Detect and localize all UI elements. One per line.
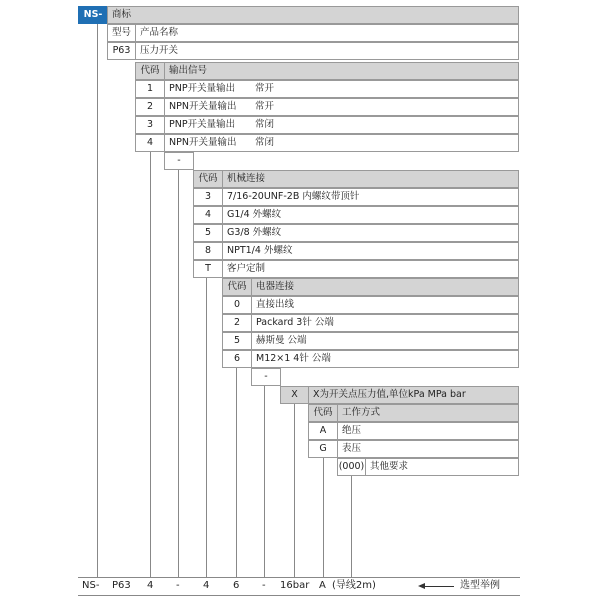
electrical-item-code: 5 (222, 332, 252, 350)
connector-line-sep1 (178, 166, 179, 577)
output-item-text (164, 116, 519, 134)
output-item-code: 3 (135, 116, 165, 134)
output-item-code: 1 (135, 80, 165, 98)
mechanical-item-code: 8 (193, 242, 223, 260)
electrical-item-code: 2 (222, 314, 252, 332)
electrical-code-header: 代码 (222, 278, 252, 296)
example-setpoint: 16bar (280, 580, 310, 591)
model-code: P63 (107, 42, 136, 60)
output-item-text (164, 98, 519, 116)
mechanical-item-text: 客户定制 (222, 260, 519, 278)
brand-code: NS- (78, 6, 108, 24)
mechanical-item-text: G1/4 外螺纹 (222, 206, 519, 224)
connector-line-sep2 (264, 382, 265, 577)
electrical-item-text: Packard 3针 公端 (251, 314, 519, 332)
electrical-item-code: 6 (222, 350, 252, 368)
mechanical-code-header: 代码 (193, 170, 223, 188)
workmode-code-header: 代码 (308, 404, 338, 422)
mechanical-item-text: NPT1/4 外螺纹 (222, 242, 519, 260)
separator-dash: - (251, 368, 281, 386)
example-model: P63 (112, 580, 131, 591)
electrical-title: 电器连接 (251, 278, 519, 296)
output-item-mode: 常开 (255, 101, 275, 112)
brand-label: 商标 (107, 6, 519, 24)
mechanical-item-code: 3 (193, 188, 223, 206)
model-name: 压力开关 (135, 42, 519, 60)
electrical-item-text: 赫斯曼 公端 (251, 332, 519, 350)
workmode-item-code: (000) (337, 458, 366, 476)
connector-line-setpoint (294, 400, 295, 577)
workmode-title: 工作方式 (337, 404, 519, 422)
connector-line-output (150, 78, 151, 577)
mechanical-item-code: T (193, 260, 223, 278)
mechanical-item-code: 4 (193, 206, 223, 224)
mechanical-item-text: G3/8 外螺纹 (222, 224, 519, 242)
example-cable: (导线2m) (332, 580, 376, 591)
electrical-item-text: 直接出线 (251, 296, 519, 314)
example-electrical: 6 (233, 580, 240, 591)
example-label: 选型举例 (460, 580, 500, 591)
output-title: 输出信号 (164, 62, 519, 80)
electrical-item-text: M12×1 4针 公端 (251, 350, 519, 368)
example-output: 4 (147, 580, 154, 591)
example-dash: - (262, 580, 266, 591)
workmode-item-code: A (308, 422, 338, 440)
example-mechanical: 4 (203, 580, 210, 591)
output-code-header: 代码 (135, 62, 165, 80)
workmode-item-text: 表压 (337, 440, 519, 458)
output-item-signal: NPN开关量输出 (169, 101, 237, 112)
workmode-item-text: 绝压 (337, 422, 519, 440)
mechanical-item-code: 5 (193, 224, 223, 242)
model-code-header: 型号 (107, 24, 136, 42)
output-item-code: 4 (135, 134, 165, 152)
workmode-item-code: G (308, 440, 338, 458)
output-item-mode: 常开 (255, 83, 275, 94)
arrow-left-icon (424, 586, 454, 587)
workmode-item-text: 其他要求 (365, 458, 519, 476)
model-name-header: 产品名称 (135, 24, 519, 42)
electrical-item-code: 0 (222, 296, 252, 314)
output-item-text (164, 80, 519, 98)
setpoint-code: X (280, 386, 309, 404)
output-item-signal: NPN开关量输出 (169, 137, 237, 148)
output-item-code: 2 (135, 98, 165, 116)
output-item-signal: PNP开关量输出 (169, 119, 236, 130)
mechanical-title: 机械连接 (222, 170, 519, 188)
example-workmode: A (319, 580, 326, 591)
connector-line-model (97, 24, 98, 577)
example-dash: - (176, 580, 180, 591)
example-brand: NS- (82, 580, 100, 591)
output-item-signal: PNP开关量输出 (169, 83, 236, 94)
setpoint-text: X为开关点压力值,单位kPa MPa bar (308, 386, 519, 404)
output-item-mode: 常闭 (255, 137, 275, 148)
mechanical-item-text: 7/16-20UNF-2B 内螺纹带顶针 (222, 188, 519, 206)
separator-dash: - (164, 152, 194, 170)
output-item-mode: 常闭 (255, 119, 275, 130)
connector-line-other (351, 472, 352, 577)
output-item-text (164, 134, 519, 152)
